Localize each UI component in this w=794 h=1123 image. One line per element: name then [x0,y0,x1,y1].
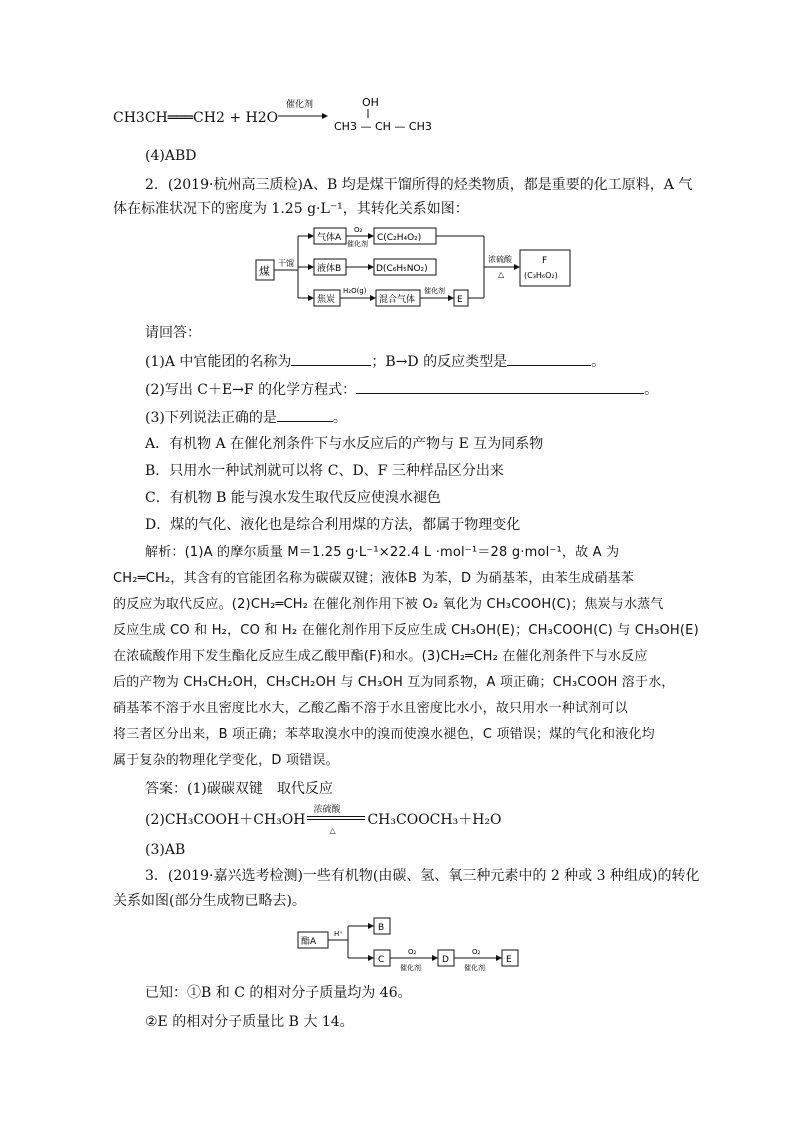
hplus-label: H⁺ [334,930,343,938]
explanation-line-4: 反应生成 CO 和 H₂，CO 和 H₂ 在催化剂作用下反应生成 CH₃OH(E)；CH₃COOH(C) 与 CH₃OH(E) [113,623,699,638]
catalyst-q3-label-1: 催化剂 [400,964,421,972]
answer-2 [145,805,502,835]
c3-label: C [378,955,385,965]
explanation-line-5: 在浓硫酸作用下发生酯化反应生成乙酸甲酯(F)和水。(3)CH₂═CH₂ 在催化剂条件下与水反应 [113,649,648,664]
o2-q3-label-1: O₂ [408,948,417,956]
blank-4[interactable] [277,407,333,422]
q3-known-2: ②E 的相对分子质量比 B 大 14。 [145,1014,354,1030]
c-label: C(C₂H₄O₂) [377,233,422,243]
top-equation-oh: OH [362,96,379,109]
option-a: A．有机物 A 在催化剂条件下与水反应后的产物与 E 互为同系物 [145,436,544,452]
explanation-line-2: CH₂═CH₂，其含有的官能团名称为碳碳双键；液体B 为苯，D 为硝基苯，由苯生成硝基苯 [113,571,634,586]
f-label: F [542,256,548,266]
catalyst-label-1: 催化剂 [347,240,368,248]
coke-label: 焦炭 [317,295,336,305]
h2so4-label: 浓硫酸 [488,255,512,264]
blank-1[interactable] [291,351,371,366]
please-answer: 请回答： [145,325,201,341]
answer-2-lhs: (2)CH₃COOH＋CH₃OH [145,812,306,828]
option-d: D．煤的气化、液化也是综合利用煤的方法，都属于物理变化 [145,517,521,533]
top-equation-lhs: CH3CH═══CH2 + H2O [113,110,279,126]
q2-intro-line2: 体在标准状况下的密度为 1.25 g·L⁻¹，其转化关系如图： [113,201,469,217]
explanation-line-8: 将三者区分出来，B 项正确；苯萃取溴水中的溴而使溴水褪色，C 项错误；煤的气化和液化均 [113,727,655,742]
option-c: C．有机物 B 能与溴水发生取代反应使溴水褪色 [145,490,441,506]
ester-a-label: 酯A [301,937,317,947]
coal-label: 煤 [259,265,270,278]
mixed-gas-label: 混合气体 [379,295,416,305]
o2-q3-label-2: O₂ [472,948,481,956]
d-label: D(C₆H₅NO₂) [376,264,428,274]
q2-sub1: (1)A 中官能团的名称为 ；B→D 的反应类型是 。 [145,351,605,372]
explanation-line-3: 的反应为取代反应。(2)CH₂═CH₂ 在催化剂作用下被 O₂ 氧化为 CH₃COOH(C)；焦炭与水蒸气 [113,597,664,612]
delta-label: △ [498,270,505,279]
dry-distillation-label: 干馏 [278,259,294,268]
explanation-line-9: 属于复杂的物理化学变化，D 项错误。 [113,753,339,768]
answer-2-rhs: CH₃COOCH₃＋H₂O [367,812,502,828]
blank-3[interactable] [356,379,644,394]
answer-2-arrow: 浓硫酸 △ [305,813,367,827]
q2-sub2: (2)写出 C＋E→F 的化学方程式： 。 [145,379,658,400]
answer-3: (3)AB [145,842,186,858]
f-formula: (C₃H₆O₂) [524,271,558,280]
q2-flow-diagram [252,222,592,318]
blank-2[interactable] [507,351,591,366]
e3-label: E [506,955,512,965]
catalyst-q3-label-2: 催化剂 [464,964,485,972]
top-equation-svg [270,92,432,138]
d3-label: D [442,955,449,965]
answer-1: 答案：(1)碳碳双键 取代反应 [145,781,333,797]
q2-intro-line1: 2．(2019·杭州高三质检)A、B 均是煤干馏所得的烃类物质，都是重要的化工原料，A 气 [145,177,693,193]
q3-flow-diagram [294,914,534,972]
q3-known-1: 已知：①B 和 C 的相对分子质量均为 46。 [145,985,412,1001]
q3-intro-line2: 关系如图(部分生成物已略去)。 [113,893,306,909]
explanation-line-6: 后的产物为 CH₃CH₂OH，CH₃CH₂OH 与 CH₃OH 互为同系物，A 项正确；CH₃COOH 溶于水， [113,675,675,690]
q3-intro-line1: 3．(2019·嘉兴选考检测)一些有机物(由碳、氢、氧三种元素中的 2 种或 3 种组成)的转化 [145,868,700,884]
e-label: E [457,295,463,305]
b-label: B [378,923,385,933]
explanation-line-7: 硝基苯不溶于水且密度比水大，乙酸乙酯不溶于水且密度比水小，故只用水一种试剂可以 [113,701,628,716]
q2-sub3: (3)下列说法正确的是 。 [145,407,347,428]
option-b: B．只用水一种试剂就可以将 C、D、F 三种样品区分出来 [145,463,504,479]
gas-a-label: 气体A [317,233,342,243]
q1-answer: (4)ABD [145,148,197,164]
top-equation-chain: CH3 — CH — CH3 [334,120,432,133]
liquid-b-label: 液体B [317,264,342,274]
top-equation-arrow-head [322,113,328,119]
explanation-line-1: 解析：(1)A 的摩尔质量 M＝1.25 g·L⁻¹×22.4 L ·mol⁻¹＝28 g·mol⁻¹，故 A 为 [145,545,620,560]
h2o-label: H₂O(g) [343,287,367,295]
catalyst-label-2: 催化剂 [424,287,445,295]
o2-label-1: O₂ [354,226,363,234]
top-equation-catalyst: 催化剂 [286,100,314,110]
